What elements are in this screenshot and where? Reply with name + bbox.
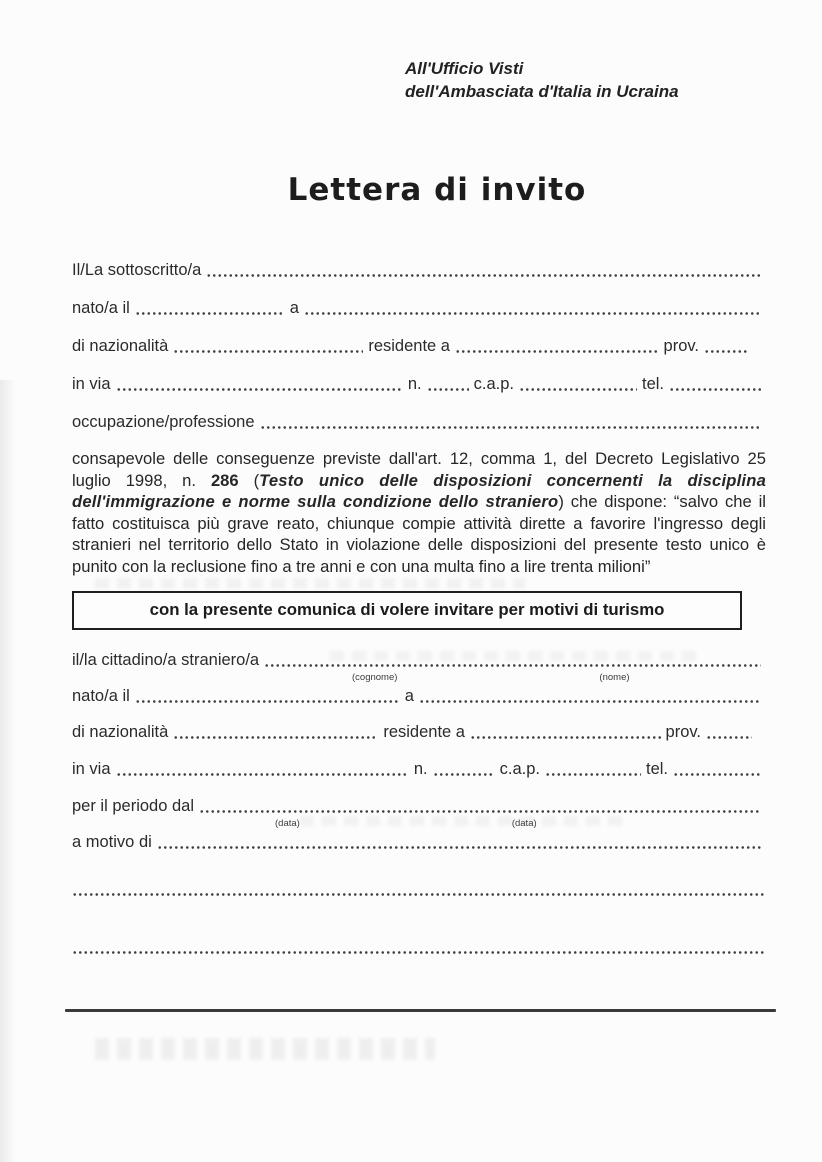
street-label: in via [72,760,111,778]
citizen-name-dotted-field [264,664,761,667]
bleed-through-smudge [95,1038,435,1060]
page-title: Lettera di invito [287,172,587,208]
born-on-label: nato/a il [72,299,130,317]
row-nationality [72,720,766,742]
legal-text-1: consapevole delle conseguenze previste dall'art. 12, comma 1, del Decreto Legislativo 25 luglio 1998, n. [72,449,766,490]
date-hints-row [72,816,766,830]
surname-hint: (cognome) [352,671,398,683]
nationality-dotted-field [173,350,363,353]
reason-dotted-field [157,846,761,849]
number-label: n. [413,760,428,778]
period-label: per il periodo dal [72,797,194,815]
legal-law-title: Testo unico delle disposizioni concernenti la disciplina dell'immigrazione e norme sulla condizione dello straniero [72,470,766,512]
number-dotted-field [427,388,469,391]
invitation-purpose-banner: con la presente comunica di volere invitare per motivi di turismo [72,591,742,630]
resident-label: residente a [383,723,465,741]
row-subscriber [72,258,766,280]
resident-label: residente a [368,337,450,355]
cap-label: c.a.p. [499,760,540,778]
birth-date-dotted-field [135,700,400,703]
row-reason [72,830,766,852]
blank-dotted-line-1 [72,893,766,896]
reason-label: a motivo di [72,833,152,851]
number-dotted-field [433,773,495,776]
row-birth [72,296,766,318]
name-hints-row [72,670,766,684]
residence-dotted-field [470,736,661,739]
tel-dotted-field [673,773,761,776]
bottom-horizontal-rule [65,1009,776,1012]
legal-law-number: 286 [210,470,239,490]
row-citizen [72,648,766,670]
legal-text-3: ) che dispone: “salvo che il fatto costituisca più grave reato, chiunque compie attività dirette a favorire l'ingresso degli stranieri nel territorio dello Stato in violazione delle disposizioni del presente testo unico è punito con la reclusione fino a tre anni e con una multa fino a lire trenta milioni” [72,492,766,576]
period-dotted-field [199,810,761,813]
birth-place-dotted-field [419,700,761,703]
row-occupation [72,410,766,432]
row-address [72,757,766,779]
residence-dotted-field [455,350,659,353]
street-label: in via [72,375,111,393]
nationality-label: di nazionalità [72,723,169,741]
row-address [72,372,766,394]
row-period [72,794,766,816]
recipient-line-1: All'Ufficio Visti [405,59,524,78]
guest-form [72,648,766,852]
occupation-label: occupazione/professione [72,413,255,431]
tel-label: tel. [641,375,664,393]
date-hint-to: (data) [511,817,537,829]
blank-dotted-line-2 [72,951,766,954]
date-hint-from: (data) [275,817,300,829]
nationality-label: di nazionalità [72,337,169,355]
prov-dotted-field [704,350,748,353]
street-dotted-field [116,388,403,391]
declarant-form [72,258,766,432]
born-on-label: nato/a il [72,687,130,705]
born-in-label: a [289,299,299,317]
cap-dotted-field [545,773,641,776]
nationality-dotted-field [173,736,378,739]
recipient-address [405,57,679,103]
row-nationality [72,334,766,356]
born-in-label: a [404,687,414,705]
scan-edge-shading [0,380,16,1162]
tel-label: tel. [645,760,668,778]
legal-warning-paragraph [72,448,766,578]
legal-text-2: ( [238,470,260,490]
row-birth [72,684,766,706]
prov-label: prov. [663,337,699,355]
cap-dotted-field [519,388,637,391]
occupation-dotted-field [260,426,761,429]
citizen-label: il/la cittadino/a straniero/a [72,651,260,669]
street-dotted-field [116,773,409,776]
bleed-through-smudge [95,578,525,589]
number-label: n. [407,375,422,393]
birth-place-dotted-field [304,312,761,315]
birth-date-dotted-field [135,312,285,315]
subscriber-dotted-field [206,274,761,277]
recipient-line-2: dell'Ambasciata d'Italia in Ucraina [405,82,679,101]
subscriber-label: Il/La sottoscritto/a [72,261,202,279]
prov-label: prov. [665,723,701,741]
name-hint: (nome) [599,671,630,683]
cap-label: c.a.p. [473,375,514,393]
prov-dotted-field [706,736,752,739]
tel-dotted-field [669,388,761,391]
